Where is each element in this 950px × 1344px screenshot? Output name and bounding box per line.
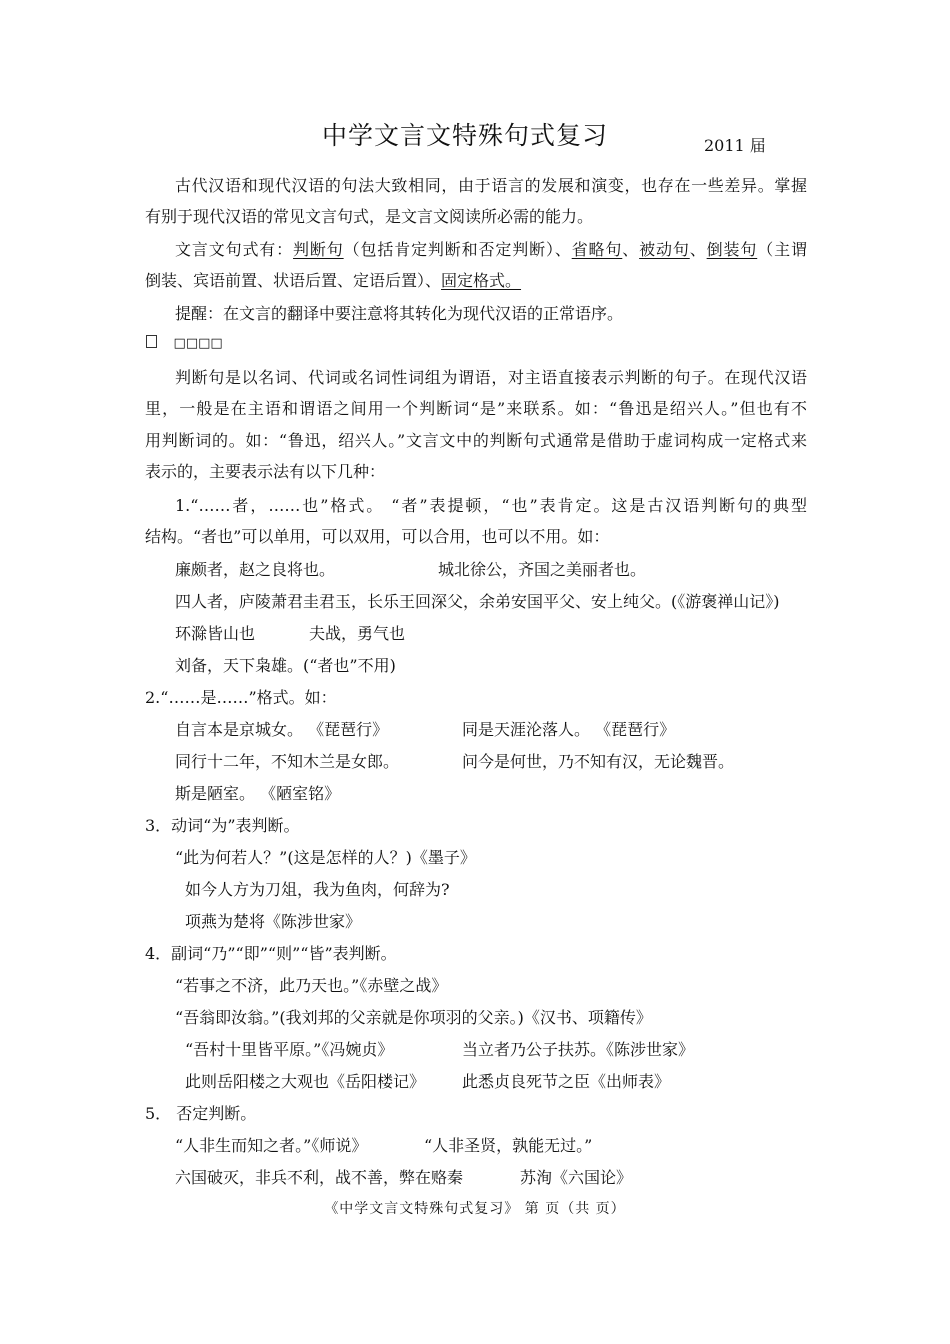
- example-text: “人非生而知之者。”《师说》: [175, 1136, 368, 1155]
- intro-paragraph-line: 有别于现代汉语的常见文言句式，是文言文阅读所必需的能力。: [145, 207, 594, 226]
- item-4-heading: 4．副词“乃”“即”“则”“皆”表判断。: [145, 944, 397, 963]
- page-footer: 《中学文言文特殊句式复习》 第 页（共 页）: [324, 1201, 626, 1217]
- example-text: “此为何若人？”(这是怎样的人？)《墨子》: [175, 848, 476, 867]
- example-text: 夫战，勇气也: [309, 624, 406, 643]
- intro-paragraph-line: 古代汉语和现代汉语的句法大致相同，由于语言的发展和演变，也存在一些差异。掌握: [175, 176, 807, 195]
- example-text: 如今人方为刀俎，我为鱼肉，何辞为?: [185, 880, 450, 899]
- definition-line: 判断句是以名词、代词或名词性词组为谓语，对主语直接表示判断的句子。在现代汉语: [175, 368, 807, 387]
- passive-sentence-term: 被动句: [639, 240, 690, 259]
- judgment-sentence-term: 判断句: [293, 240, 344, 259]
- example-text: 此悉贞良死节之臣《出师表》: [462, 1072, 671, 1091]
- inverted-sentence-term: 倒装句: [706, 240, 758, 259]
- item-1-text: 结构。“者也”可以单用，可以双用，可以合用，也可以不用。如：: [145, 527, 610, 546]
- example-text: 项燕为楚将《陈涉世家》: [185, 912, 362, 931]
- example-text: “吾村十里皆平原。”《冯婉贞》: [185, 1040, 394, 1059]
- example-text: “若事之不济，此乃天也。”《赤壁之战》: [175, 976, 448, 995]
- example-text: 廉颇者，赵之良将也。: [175, 560, 336, 579]
- example-text: 同行十二年，不知木兰是女郎。: [175, 752, 400, 771]
- section-heading: [146, 334, 223, 354]
- example-text: 自言本是京城女。 《琵琶行》: [175, 720, 389, 739]
- fixed-format-term: 固定格式。: [441, 271, 522, 290]
- page-title: 中学文言文特殊句式复习: [321, 121, 608, 150]
- sentence-types-line: [145, 271, 521, 291]
- example-text: 斯是陋室。 《陋室铭》: [175, 784, 341, 803]
- example-text: 环滁皆山也: [175, 624, 256, 643]
- item-5-heading: 5． 否定判断。: [145, 1104, 257, 1123]
- example-text: 四人者，庐陵萧君圭君玉，长乐王回深父，余弟安国平父、安上纯父。(《游褒禅山记》): [175, 592, 780, 611]
- example-text: 当立者乃公子扶苏。《陈涉世家》: [462, 1040, 695, 1059]
- definition-line: 用判断词的。如：“鲁迅，绍兴人。”文言文中的判断句式通常是借助于虚词构成一定格式来: [145, 431, 807, 450]
- example-text: 问今是何世，乃不知有汉，无论魏晋。: [462, 752, 735, 771]
- inverted-note: （主谓: [757, 240, 807, 259]
- inverted-subtypes: 倒装、宾语前置、状语后置、定语后置）、: [145, 271, 442, 290]
- definition-line: 表示的，主要表示法有以下几种：: [145, 462, 386, 481]
- example-text: 刘备，天下枭雄。(“者也”不用): [175, 656, 396, 675]
- ellipsis-sentence-term: 省略句: [571, 240, 623, 259]
- example-text: 城北徐公，齐国之美丽者也。: [438, 560, 647, 579]
- separator: 、: [622, 240, 640, 259]
- item-2-heading: 2.“……是……”格式。如：: [145, 688, 337, 707]
- example-text: “吾翁即汝翁。”(我刘邦的父亲就是你项羽的父亲。)《汉书、项籍传》: [175, 1008, 652, 1027]
- item-1-heading: 1.“……者，……也”格式。 “者”表提顿，“也”表肯定。这是古汉语判断句的典型: [175, 496, 807, 515]
- sentence-types-line: [175, 240, 807, 260]
- example-text: 同是天涯沦落人。 《琵琶行》: [462, 720, 676, 739]
- example-text: “人非圣贤，孰能无过。”: [424, 1136, 593, 1155]
- example-text: 此则岳阳楼之大观也《岳阳楼记》: [185, 1072, 426, 1091]
- definition-line: 里，一般是在主语和谓语之间用一个判断词“是”来联系。如：“鲁迅是绍兴人。”但也有不: [145, 399, 807, 418]
- separator: 、: [689, 240, 707, 259]
- section-heading-text: □□□□: [173, 336, 223, 351]
- sentence-types-prefix: 文言文句式有：: [175, 240, 294, 259]
- reminder-text: 提醒：在文言的翻译中要注意将其转化为现代汉语的正常语序。: [175, 304, 624, 323]
- bullet-box-icon: [146, 335, 157, 348]
- year-label: 2011 届: [704, 136, 766, 155]
- item-3-heading: 3．动词“为”表判断。: [145, 816, 300, 835]
- example-text: 苏洵《六国论》: [520, 1168, 633, 1187]
- example-text: 六国破灭，非兵不利，战不善，弊在赂秦: [175, 1168, 464, 1187]
- judgment-note: （包括肯定判断和否定判断）、: [343, 240, 572, 259]
